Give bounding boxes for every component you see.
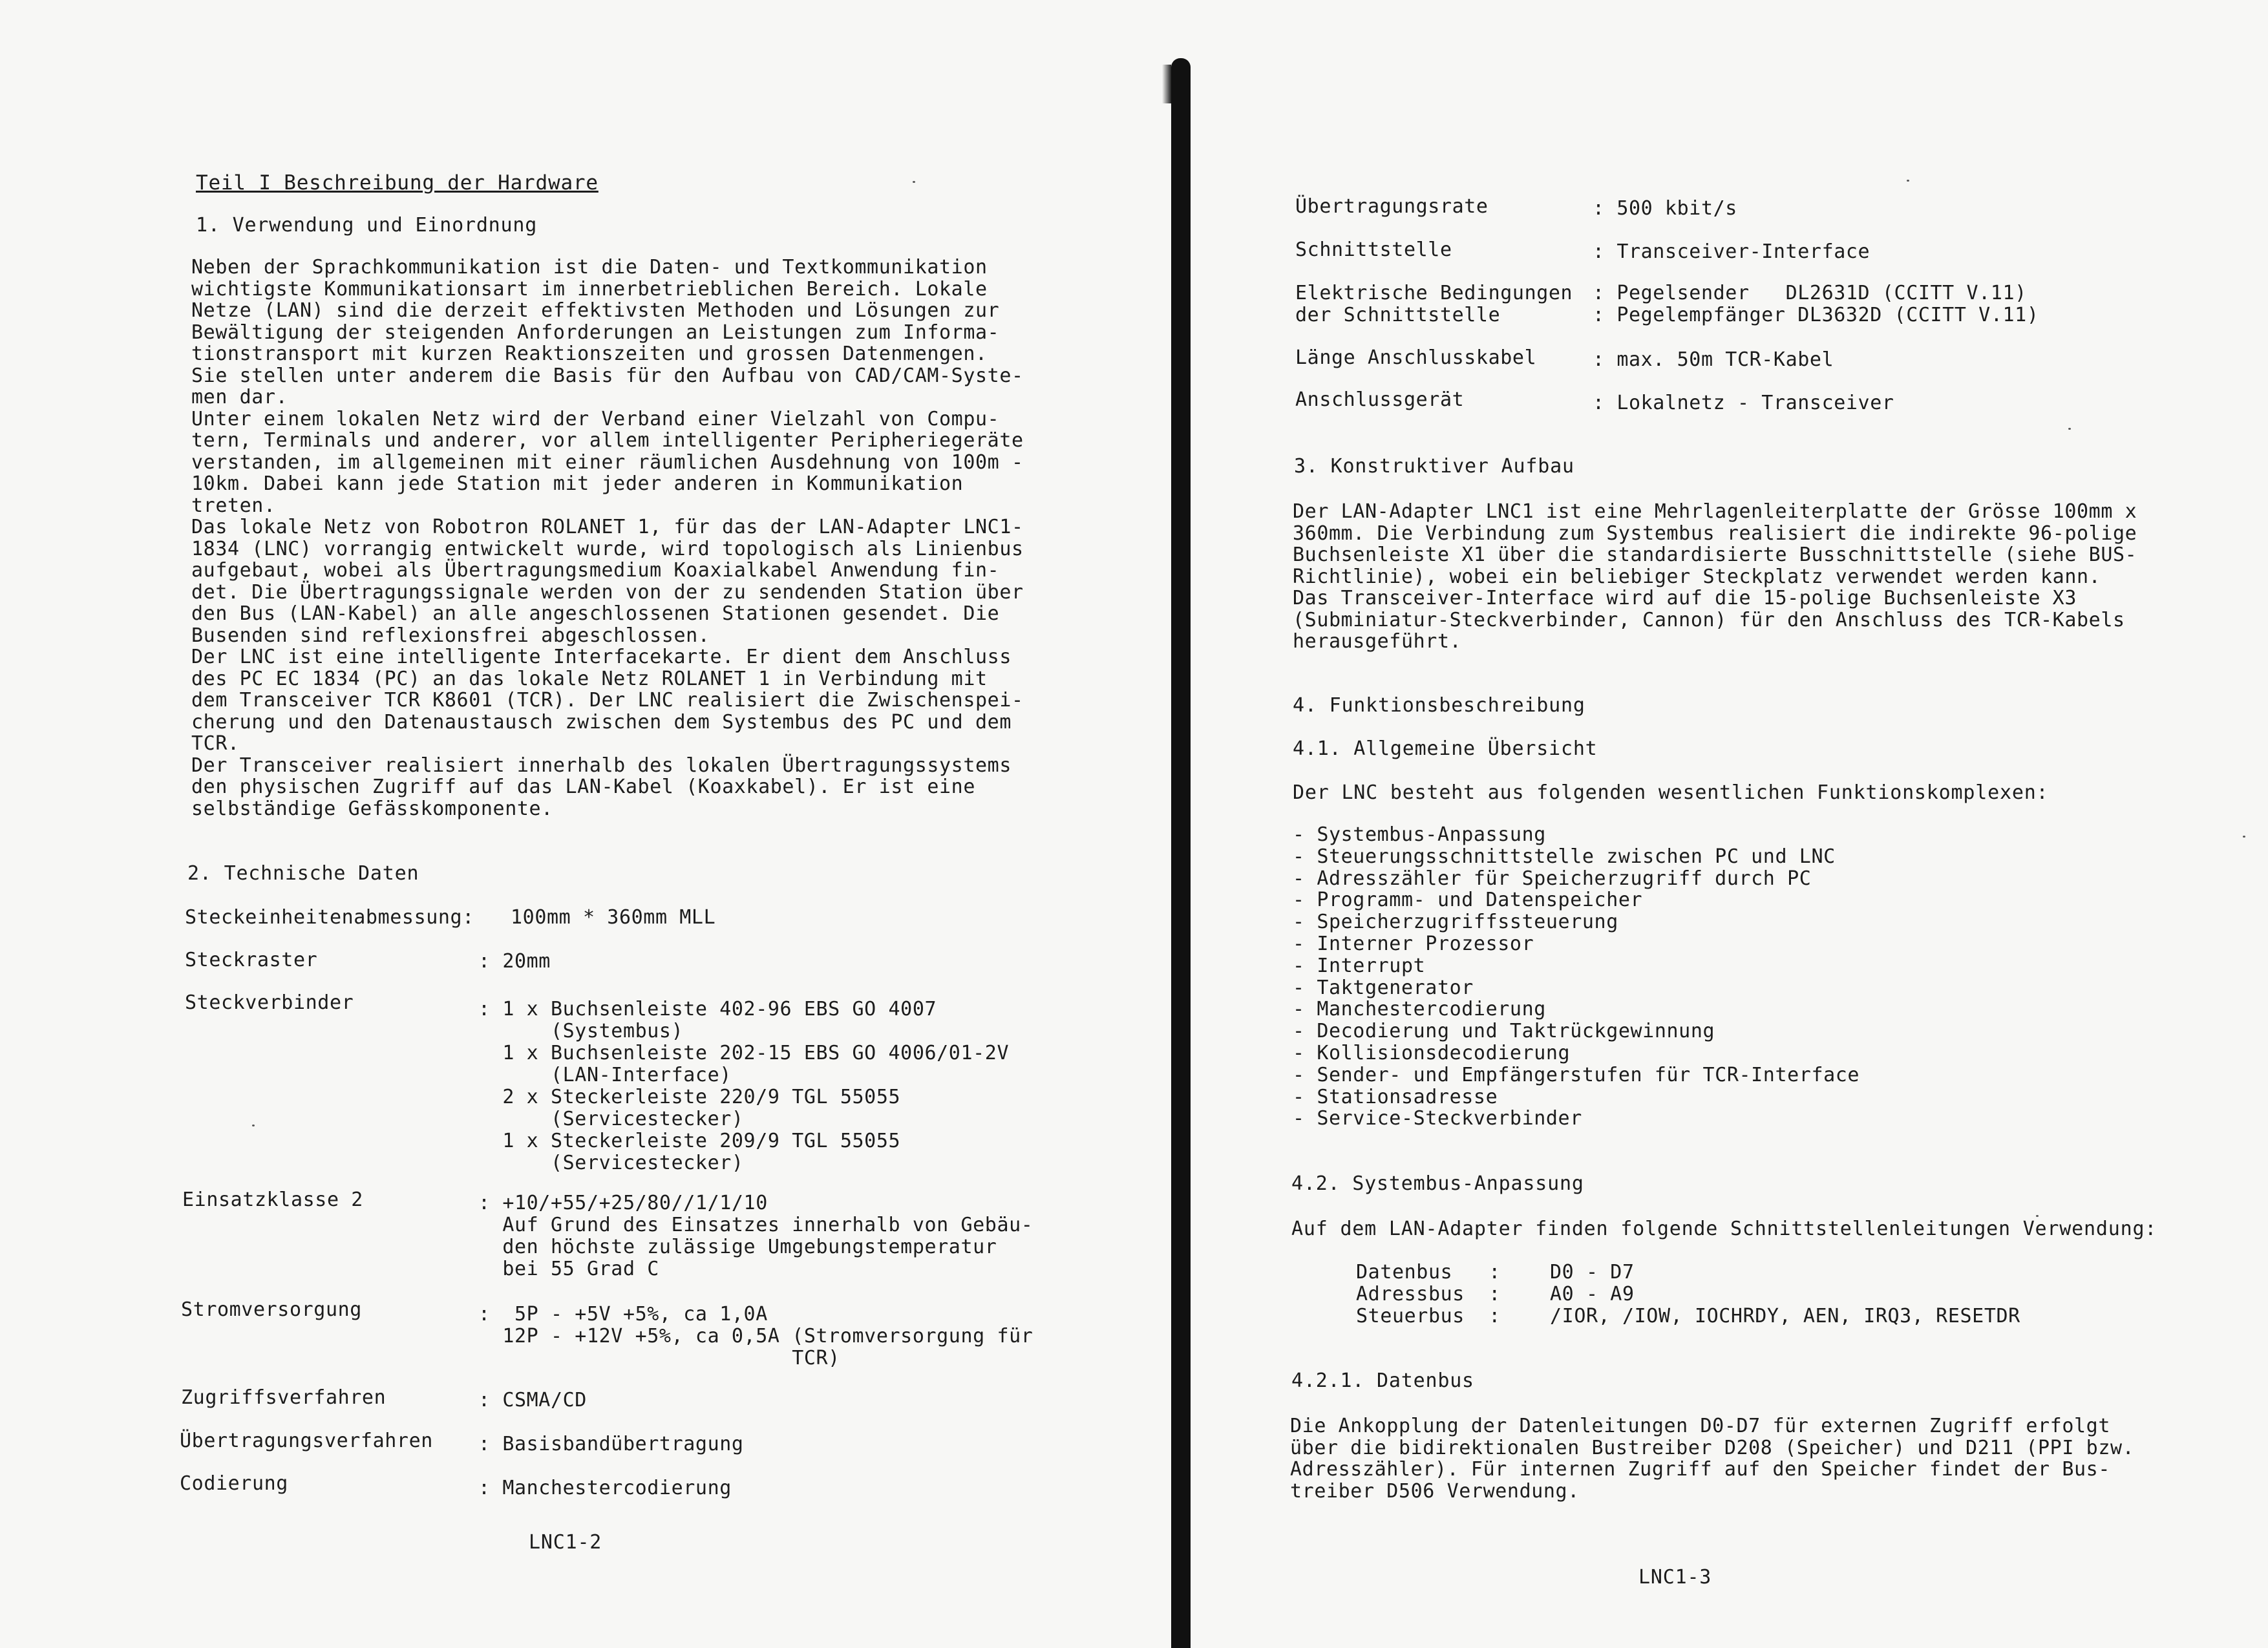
tech-steckverbinder-value: : 1 x Buchsenleiste 402-96 EBS GO 4007 (Systembus) 1 x Buchsenleiste 202-15 EBS GO 4006/01-2V (LAN-Interface) 2 x Steckerleiste 220/9 TGL 55055 (Servicestecker) 1 x Steckerleiste 209/9 TGL 55055 (Servicestecker)	[478, 998, 1010, 1174]
list-item: - Programm- und Datenspeicher	[1293, 889, 1643, 912]
scan-speck	[2068, 428, 2071, 430]
document-heading: Teil I Beschreibung der Hardware	[196, 171, 599, 195]
function-list	[1293, 824, 1860, 1130]
section-4-2-title: 4.2. Systembus-Anpassung	[1291, 1172, 1584, 1195]
page-number-left: LNC1-2	[529, 1531, 602, 1554]
list-item: - Interrupt	[1293, 954, 1426, 977]
bus-row-value: /IOR, /IOW, IOCHRDY, AEN, IRQ3, RESETDR	[1550, 1305, 2020, 1327]
section-3-title: 3. Konstruktiver Aufbau	[1294, 455, 1574, 478]
tech-einsatzklasse-label: Einsatzklasse 2	[182, 1188, 363, 1211]
list-item: - Taktgenerator	[1293, 976, 1474, 999]
tech-einsatzklasse-value: : +10/+55/+25/80//1/1/10 Auf Grund des Einsatzes innerhalb von Gebäu- den höchste zulässige Umgebungstemperatur bei 55 Grad C	[478, 1192, 1033, 1280]
section-4-2-1-title: 4.2.1. Datenbus	[1291, 1369, 1474, 1392]
section-1-title: 1. Verwendung und Einordnung	[196, 214, 538, 237]
section-4-2-intro: Auf dem LAN-Adapter finden folgende Schnittstellenleitungen Verwendung:	[1291, 1218, 2157, 1240]
spec-geraet-label: Anschlussgerät	[1295, 388, 1465, 411]
list-item: - Systembus-Anpassung	[1293, 823, 1546, 846]
tech-steckeinheit-label: Steckeinheitenabmessung:	[185, 906, 474, 929]
scan-speck	[2243, 836, 2245, 838]
spec-elektrisch-label: Elektrische Bedingungen der Schnittstelle	[1295, 282, 1573, 326]
list-item: - Adresszähler für Speicherzugriff durch PC	[1293, 867, 1812, 890]
section-4-1-title: 4.1. Allgemeine Übersicht	[1293, 737, 1598, 760]
tech-steckraster-label: Steckraster	[185, 949, 318, 971]
right-page	[1196, 0, 2268, 1648]
section-3-text: Der LAN-Adapter LNC1 ist eine Mehrlagenleiterplatte der Grösse 100mm x 360mm. Die Verbindung zum Systembus realisiert die indirekte 96-polige Buchsenleiste X1 über die standardisierte Busschnittstelle (siehe BUS- Richtlinie), wobei ein beliebiger Steckplatz verwendet werden kann. Das Transceiver-Interface wird auf die 15-polige Buchsenleiste X3 (Subminiatur-Steckverbinder, Cannon) für den Anschluss des TCR-Kabels herausgeführt.	[1293, 500, 2137, 653]
tech-codierung-value: : Manchestercodierung	[478, 1477, 732, 1499]
list-item: - Sender- und Empfängerstufen für TCR-Interface	[1293, 1063, 1860, 1086]
scan-speck	[252, 1125, 255, 1126]
scan-speck	[2036, 1215, 2039, 1217]
list-item: - Steuerungsschnittstelle zwischen PC und LNC	[1293, 845, 1836, 868]
tech-steckraster-value: : 20mm	[478, 950, 551, 973]
spec-laenge-value: : max. 50m TCR-Kabel	[1593, 348, 1834, 371]
spec-rate-value: : 500 kbit/s	[1593, 197, 1737, 220]
tech-codierung-label: Codierung	[180, 1472, 288, 1495]
section-2-title: 2. Technische Daten	[187, 862, 419, 885]
tech-zugriff-label: Zugriffsverfahren	[181, 1386, 387, 1409]
scan-speck	[1907, 180, 1909, 182]
spec-laenge-label: Länge Anschlusskabel	[1295, 346, 1537, 369]
spec-rate-label: Übertragungsrate	[1295, 195, 1489, 218]
tech-steckeinheit-value: 100mm * 360mm MLL	[511, 906, 716, 929]
bus-row-label: Datenbus :	[1356, 1261, 1501, 1284]
list-item: - Stationsadresse	[1293, 1085, 1498, 1108]
list-item: - Interner Prozessor	[1293, 932, 1534, 955]
bus-row-value: D0 - D7	[1550, 1261, 1635, 1284]
section-4-title: 4. Funktionsbeschreibung	[1293, 694, 1585, 717]
scan-speck	[913, 181, 915, 183]
section-1-text: Neben der Sprachkommunikation ist die Daten- und Textkommunikation wichtigste Kommunikationsart im innerbetrieblichen Bereich. Lokale Netze (LAN) sind die derzeit effektivsten Methoden und Lösungen zur Bewältigung der steigenden Anforderungen an Leistungen zum Informa- tionstransport mit kurzen Reaktionszeiten und grossen Datenmengen. Sie stellen unter anderem die Basis für den Aufbau von CAD/CAM-Syste- men dar. Unter einem lokalen Netz wird der Verband einer Vielzahl von Compu- tern, Terminals und anderer, vor allem intelligenter Peripheriegeräte verstanden, im allgemeinen mit einer räumlichen Ausdehnung von 100m - 10km. Dabei kann jede Station mit jeder anderen in Kommunikation treten. Das lokale Netz von Robotron ROLANET 1, für das der LAN-Adapter LNC1- 1834 (LNC) vorrangig entwickelt wurde, wird topologisch als Linienbus aufgebaut, wobei als Übertragungsmedium Koaxialkabel Anwendung fin- det. Die Übertragungssignale werden von der zu sendenden Station über den Bus (LAN-Kabel) an alle angeschlossenen Stationen gesendet. Die Busenden sind reflexionsfrei abgeschlossen. Der LNC ist eine intelligente Interfacekarte. Er dient dem Anschluss des PC EC 1834 (PC) an das lokale Netz ROLANET 1 in Verbindung mit dem Transceiver TCR K8601 (TCR). Der LNC realisiert die Zwischenspei- cherung und den Datenaustausch zwischen dem Systembus des PC und dem TCR. Der Transceiver realisiert innerhalb des lokalen Übertragungssystems den physischen Zugriff auf das LAN-Kabel (Koaxkabel). Er ist eine selbständige Gefässkomponente.	[191, 256, 1024, 820]
tech-zugriff-value: : CSMA/CD	[478, 1389, 587, 1411]
list-item: - Manchestercodierung	[1293, 998, 1546, 1021]
tech-uebertragung-label: Übertragungsverfahren	[180, 1430, 433, 1452]
list-item: - Decodierung und Taktrückgewinnung	[1293, 1020, 1715, 1043]
section-4-2-1-text: Die Ankopplung der Datenleitungen D0-D7 für externen Zugriff erfolgt über die bidirektionalen Bustreiber D208 (Speicher) und D211 (PPI bzw. Adresszähler). Für internen Zugriff auf den Speicher findet der Bus- treiber D506 Verwendung.	[1290, 1415, 2135, 1503]
tech-uebertragung-value: : Basisbandübertragung	[478, 1433, 744, 1455]
tech-strom-label: Stromversorgung	[181, 1298, 362, 1321]
list-item: - Kollisionsdecodierung	[1293, 1041, 1571, 1064]
spec-schnittstelle-label: Schnittstelle	[1295, 238, 1452, 261]
spec-elektrisch-value: : Pegelsender DL2631D (CCITT V.11) : Pegelempfänger DL3632D (CCITT V.11)	[1593, 282, 2039, 326]
list-item: - Speicherzugriffssteuerung	[1293, 911, 1618, 934]
tech-steckverbinder-label: Steckverbinder	[185, 991, 354, 1014]
bus-row-value: A0 - A9	[1550, 1283, 1635, 1305]
list-item: - Service-Steckverbinder	[1293, 1107, 1582, 1130]
book-spine	[1171, 58, 1191, 1648]
tech-strom-value: : 5P - +5V +5%, ca 1,0A 12P - +12V +5%, ca 0,5A (Stromversorgung für TCR)	[478, 1303, 1033, 1369]
section-4-1-intro: Der LNC besteht aus folgenden wesentlichen Funktionskomplexen:	[1293, 781, 2049, 804]
page-number-right: LNC1-3	[1638, 1566, 1712, 1589]
bus-row-label: Steuerbus :	[1356, 1305, 1501, 1327]
spec-geraet-value: : Lokalnetz - Transceiver	[1593, 392, 1894, 414]
bus-row-label: Adressbus :	[1356, 1283, 1501, 1305]
spec-schnittstelle-value: : Transceiver-Interface	[1593, 240, 1871, 263]
